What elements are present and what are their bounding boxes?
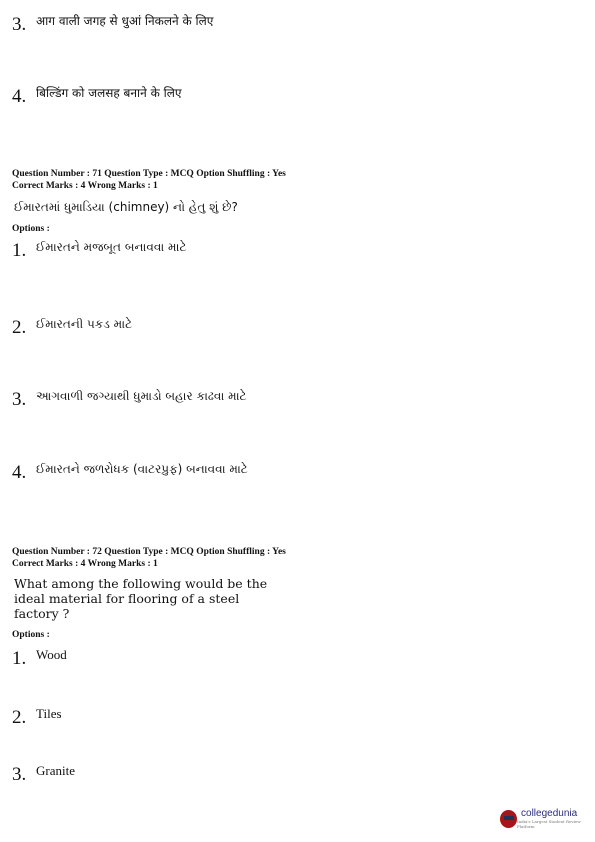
logo-name: collegedunia [521,808,578,819]
option-text: बिल्डिंग को जलसह बनाने के लिए [36,86,182,100]
option-number: 2. [12,317,27,338]
list-item [12,648,67,668]
option-text: आग वाली जगह से धुआं निकलने के लिए [36,14,214,28]
option-number: 2. [12,707,27,728]
question-meta-line: Question Number : 71 Question Type : MCQ Option Shuffling : Yes [12,169,286,179]
option-text: ઈમારતની પકડ માટે [36,317,133,331]
option-number: 3. [12,14,27,35]
question-text [14,576,267,621]
question-meta [12,168,286,192]
list-item [12,764,75,784]
option-number: 4. [12,86,27,107]
collegedunia-logo [500,808,595,829]
option-number: 4. [12,462,27,483]
options-label: Options : [12,224,50,234]
option-text: Granite [36,763,75,778]
marks-meta-line: Correct Marks : 4 Wrong Marks : 1 [12,181,158,191]
graduation-cap-icon [500,810,517,828]
options-label: Options : [12,630,50,640]
option-text: ઈમારતને મજબૂત બનાવવા માટે [36,240,187,254]
logo-tagline: India's Largest Student Review Platform [517,819,581,829]
option-number: 3. [12,389,27,410]
question-text: ઈમારતમાં ધુમાડિયા (chimney) નો હેતુ શું છે? [14,200,238,214]
option-text: Wood [36,647,67,662]
question-line: What among the following would be the [14,576,268,591]
option-number: 1. [12,240,27,261]
question-meta-line: Question Number : 72 Question Type : MCQ Option Shuffling : Yes [12,547,286,557]
option-number: 1. [12,648,27,669]
list-item [12,707,62,727]
option-text: Tiles [36,706,62,721]
option-text: ઈમારતને જળરોધક (વાટરપ્રુફ) બનાવવા માટે [36,462,248,476]
list-item [12,462,248,482]
option-number: 3. [12,764,27,785]
list-item [12,389,247,409]
list-item [12,240,186,260]
question-line: ideal material for flooring of a steel [14,591,240,606]
question-line: factory ? [14,606,70,621]
marks-meta-line: Correct Marks : 4 Wrong Marks : 1 [12,559,158,569]
option-text: આગવાળી જગ્યાથી ધુમાડો બહાર કાઢવા માટે [36,389,247,403]
list-item [12,86,182,106]
list-item [12,317,132,337]
question-meta [12,546,286,570]
list-item [12,14,213,34]
